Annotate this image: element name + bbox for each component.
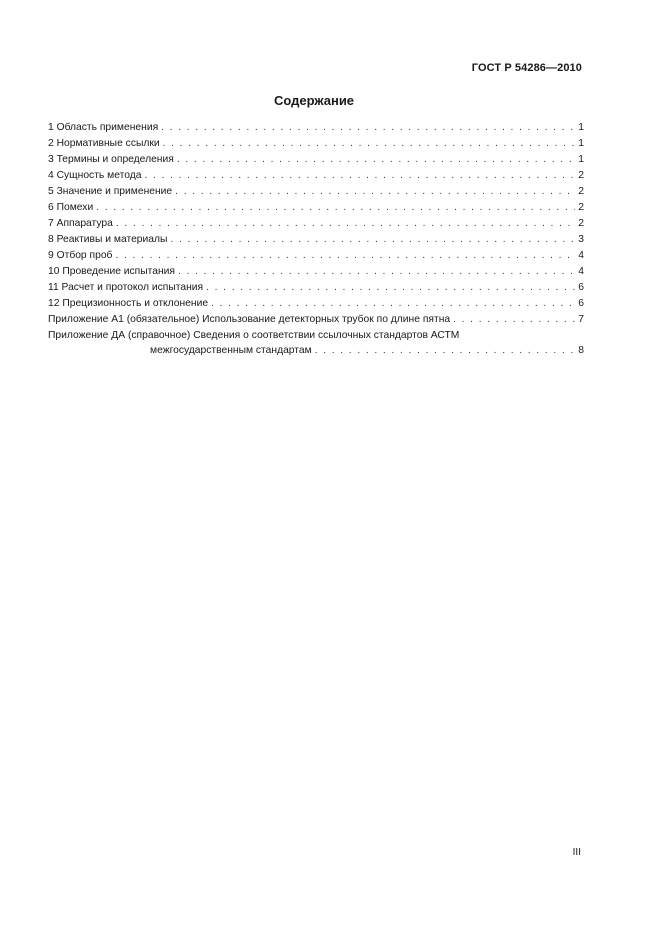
dot-leader (177, 152, 575, 168)
dot-leader (211, 296, 575, 312)
dot-leader (206, 280, 575, 296)
toc-entry-12[interactable] (48, 296, 584, 312)
toc-entry-label: 5 Значение и применение (48, 186, 173, 197)
toc-entry-label: 2 Нормативные ссылки (48, 138, 160, 149)
toc-entry-label: 6 Помехи (48, 202, 94, 213)
page-number: III (572, 847, 581, 858)
toc-entry-label: 4 Сущность метода (48, 170, 142, 181)
toc-entry-10[interactable] (48, 264, 584, 280)
toc-entry-page: 8 (578, 345, 584, 356)
dot-leader (170, 232, 575, 248)
toc-entry-1[interactable] (48, 120, 584, 136)
toc-entry-page: 6 (578, 282, 584, 293)
toc-entry-11[interactable] (48, 280, 584, 296)
toc-title: Содержание (273, 93, 355, 108)
toc-entry-3[interactable] (48, 152, 584, 168)
toc-entry-label: 8 Реактивы и материалы (48, 234, 168, 245)
toc-entry-label: 1 Область применения (48, 122, 159, 133)
dot-leader (161, 120, 575, 136)
toc-entry-appendix-a1[interactable] (48, 312, 584, 328)
toc-entry-page: 4 (578, 266, 584, 277)
toc-entry-label: Приложение А1 (обязательное) Использование детекторных трубок по длине пятна (48, 314, 451, 325)
toc-entry-label: 7 Аппаратура (48, 218, 113, 229)
toc-entry-page: 6 (578, 298, 584, 309)
toc-entry-page: 2 (578, 170, 584, 181)
standard-code: ГОСТ Р 54286—2010 (471, 62, 582, 74)
toc-entry-label: 12 Прецизионность и отклонение (48, 298, 209, 309)
toc-entry-page: 1 (578, 138, 584, 149)
toc-entry-page: 1 (578, 122, 584, 133)
toc-entry-4[interactable] (48, 168, 584, 184)
dot-leader (96, 200, 575, 216)
toc-entry-label: 11 Расчет и протокол испытания (48, 282, 204, 293)
toc-entry-page: 2 (578, 218, 584, 229)
toc-entry-6[interactable] (48, 200, 584, 216)
dot-leader (116, 216, 575, 232)
toc-entry-7[interactable] (48, 216, 584, 232)
toc-entry-2[interactable] (48, 136, 584, 152)
table-of-contents (48, 120, 584, 358)
toc-entry-label: 9 Отбор проб (48, 250, 113, 261)
dot-leader (178, 264, 575, 280)
dot-leader (163, 136, 576, 152)
dot-leader (175, 184, 575, 200)
toc-entry-page: 2 (578, 186, 584, 197)
toc-entry-label: Приложение ДА (справочное) Сведения о соответствии ссылочных стандартов АСТМ (48, 330, 460, 341)
toc-entry-5[interactable] (48, 184, 584, 200)
toc-entry-appendix-da[interactable] (48, 328, 584, 358)
toc-entry-page: 3 (578, 234, 584, 245)
toc-entry-8[interactable] (48, 232, 584, 248)
toc-entry-page: 2 (578, 202, 584, 213)
toc-entry-9[interactable] (48, 248, 584, 264)
toc-entry-label-continued: межгосударственным стандартам (150, 345, 312, 356)
toc-entry-page: 4 (578, 250, 584, 261)
toc-entry-label: 10 Проведение испытания (48, 266, 176, 277)
dot-leader (144, 168, 575, 184)
toc-entry-page: 7 (578, 314, 584, 325)
toc-entry-page: 1 (578, 154, 584, 165)
dot-leader (115, 248, 575, 264)
dot-leader (453, 312, 575, 328)
toc-entry-label: 3 Термины и определения (48, 154, 174, 165)
dot-leader (315, 343, 576, 358)
